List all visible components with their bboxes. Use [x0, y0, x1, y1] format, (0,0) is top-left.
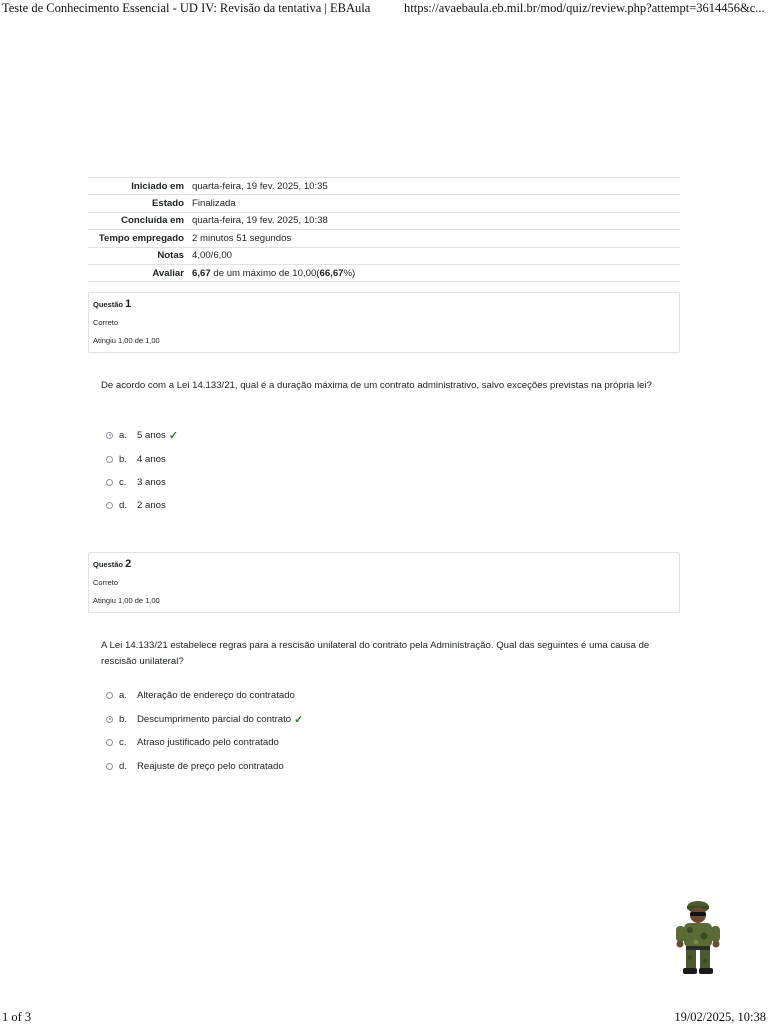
question-number	[93, 558, 131, 570]
radio-button[interactable]	[106, 692, 113, 699]
answer-option[interactable]	[106, 759, 284, 773]
summary-value	[188, 264, 680, 281]
answer-text: 4 anos	[137, 453, 166, 465]
answer-option[interactable]	[106, 712, 303, 726]
summary-row-started	[88, 178, 680, 195]
question-word: Questão	[93, 300, 124, 309]
answer-option[interactable]	[106, 688, 295, 702]
check-icon: ✓	[294, 713, 304, 726]
print-header	[0, 0, 768, 18]
radio-button[interactable]	[106, 763, 113, 770]
summary-label: Tempo empregado	[88, 230, 188, 247]
answer-option[interactable]	[106, 735, 279, 749]
radio-button[interactable]	[106, 456, 113, 463]
question-grade: Atingiu 1,00 de 1,00	[93, 336, 160, 345]
answer-letter: c.	[119, 736, 127, 748]
answer-option[interactable]	[106, 498, 166, 512]
question-state: Correto	[93, 318, 119, 327]
answer-text: Descumprimento parcial do contrato	[137, 713, 292, 725]
summary-label: Estado	[88, 195, 188, 212]
print-footer	[0, 1010, 768, 1024]
print-timestamp: 19/02/2025, 10:38	[674, 1010, 766, 1024]
answer-option[interactable]	[106, 475, 166, 489]
grade-percent: 66,67	[319, 267, 344, 279]
question-text: A Lei 14.133/21 estabelece regras para a rescisão unilateral do contrato pela Administração. Qual das seguintes é uma causa de rescisão unilateral?	[101, 640, 650, 667]
answer-letter: b.	[119, 713, 128, 725]
answer-letter: d.	[119, 760, 128, 772]
answer-letter: a.	[119, 689, 128, 701]
print-page-title: Teste de Conhecimento Essencial - UD IV: Revisão da tentativa | EBAula	[2, 1, 371, 15]
radio-button[interactable]	[106, 479, 113, 486]
answer-text: Reajuste de preço pelo contratado	[137, 760, 284, 772]
question-word: Questão	[93, 560, 124, 569]
summary-row-grade	[88, 264, 680, 281]
question-num: 1	[125, 298, 132, 310]
summary-value: quarta-feira, 19 fev. 2025, 10:38	[188, 212, 680, 229]
answer-letter: a.	[119, 429, 128, 441]
summary-label: Avaliar	[88, 264, 188, 281]
answer-text: Atraso justificado pelo contratado	[137, 736, 279, 748]
radio-button[interactable]	[106, 716, 113, 723]
answer-text: 5 anos	[137, 429, 166, 441]
summary-label: Iniciado em	[88, 178, 188, 195]
radio-button[interactable]	[106, 739, 113, 746]
question-grade: Atingiu 1,00 de 1,00	[93, 596, 160, 605]
page-counter: 1 of 3	[2, 1010, 32, 1024]
summary-row-marks	[88, 247, 680, 264]
attempt-summary-table	[88, 177, 680, 282]
summary-label: Notas	[88, 247, 188, 264]
answer-letter: b.	[119, 453, 128, 465]
summary-value: quarta-feira, 19 fev. 2025, 10:35	[188, 178, 680, 195]
print-page-url[interactable]: https://avaebaula.eb.mil.br/mod/quiz/review.php?attempt=3614456&c...	[404, 1, 765, 15]
summary-row-completed	[88, 212, 680, 229]
question-num: 2	[125, 558, 132, 570]
grade-score: 6,67	[192, 267, 211, 279]
question-state: Correto	[93, 578, 119, 587]
summary-label: Concluída em	[88, 212, 188, 229]
summary-value: Finalizada	[188, 195, 680, 212]
grade-percent-suffix: %)	[343, 267, 356, 279]
summary-row-state	[88, 195, 680, 212]
check-icon: ✓	[168, 429, 179, 442]
summary-row-time-taken	[88, 230, 680, 247]
answer-letter: d.	[119, 499, 128, 511]
soldier-mascot-icon	[674, 900, 722, 976]
answer-text: 2 anos	[137, 499, 166, 511]
answer-text: Alteração de endereço do contratado	[137, 689, 295, 701]
radio-button[interactable]	[106, 502, 113, 509]
answer-text: 3 anos	[137, 476, 166, 488]
radio-button[interactable]	[106, 432, 113, 439]
summary-value: 4,00/6,00	[188, 247, 680, 264]
answer-option[interactable]	[106, 428, 178, 442]
question-number	[93, 298, 131, 310]
question-info-box	[88, 552, 680, 613]
question-text: De acordo com a Lei 14.133/21, qual é a duração máxima de um contrato administrativo, salvo exceções previstas na própria lei?	[101, 380, 652, 391]
answer-letter: c.	[119, 476, 127, 488]
grade-max-text: de um máximo de 10,00(	[210, 267, 320, 279]
summary-value: 2 minutos 51 segundos	[188, 230, 680, 247]
answer-option[interactable]	[106, 452, 166, 466]
question-info-box	[88, 292, 680, 353]
